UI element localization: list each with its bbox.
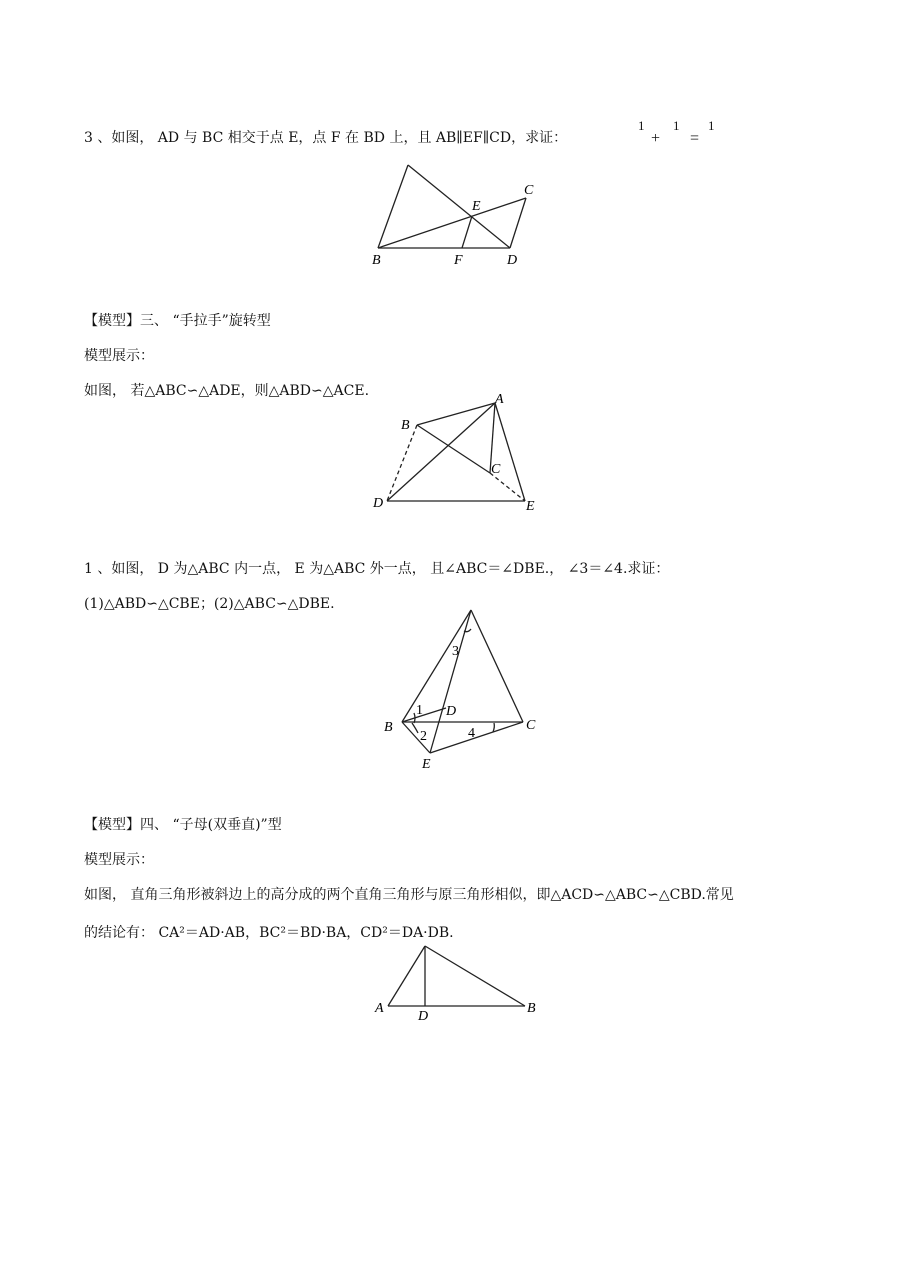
label-B: B: [527, 1001, 536, 1016]
label-E: E: [526, 499, 535, 514]
segment-CD: [510, 198, 526, 248]
problem1-line2: (1)△ABD∽△CBE；(2)△ABC∽△DBE.: [84, 596, 335, 612]
segment-AC: [471, 610, 523, 722]
label-A: A: [375, 1001, 384, 1016]
formula-numerator-2: 1: [673, 118, 680, 133]
segment-BC: [425, 946, 525, 1006]
problem3-text: 3 、如图， AD 与 BC 相交于点 E，点 F 在 BD 上，且 AB∥EF∥CD，求证：: [84, 130, 568, 146]
formula-numerator-1: 1: [638, 118, 645, 133]
label-angle-4: 4: [468, 726, 475, 741]
label-D: D: [507, 253, 518, 268]
segment-AB: [402, 610, 471, 722]
segment-EF: [462, 216, 472, 248]
segment-BC: [417, 425, 490, 473]
figure-model4: [370, 940, 545, 1025]
model3-heading: 【模型】三、 “手拉手”旋转型: [84, 313, 271, 329]
formula-equals: =: [690, 130, 700, 147]
label-angle-3: 3: [452, 644, 459, 659]
segment-AD: [408, 165, 510, 248]
label-angle-1: 1: [416, 703, 423, 718]
formula-numerator-3: 1: [708, 118, 715, 133]
segment-BD-dashed: [387, 425, 417, 501]
angle-mark-2: [412, 723, 418, 733]
problem1-line1: 1 、如图， D 为△ABC 内一点， E 为△ABC 外一点， 且∠ABC＝∠DBE.， ∠3＝∠4.求证：: [84, 561, 670, 577]
figure-problem3: [360, 160, 560, 270]
label-B: B: [384, 720, 393, 735]
label-C: C: [524, 183, 534, 198]
figure-problem1: [378, 605, 548, 775]
label-F: F: [454, 253, 463, 268]
label-D: D: [373, 496, 384, 511]
model4-heading: 【模型】四、 “子母(双垂直)”型: [84, 817, 282, 833]
segment-AC: [388, 946, 425, 1006]
label-D: D: [418, 1009, 429, 1024]
segment-BC: [378, 198, 526, 248]
label-E: E: [422, 757, 431, 772]
label-D: D: [446, 704, 457, 719]
label-C: C: [491, 462, 501, 477]
label-A: A: [495, 393, 504, 407]
label-B: B: [372, 253, 381, 268]
label-angle-2: 2: [420, 729, 427, 744]
label-C: C: [526, 718, 536, 733]
label-E: E: [472, 199, 481, 214]
segment-AE: [495, 403, 525, 501]
segment-CE: [430, 722, 523, 753]
angle-mark-4: [493, 723, 494, 732]
label-B: B: [401, 418, 410, 433]
segment-AB: [378, 165, 408, 248]
formula-plus: +: [651, 130, 661, 147]
model3-show: 模型展示：: [84, 348, 154, 364]
segment-CE-dashed: [490, 473, 525, 501]
model4-desc1: 如图， 直角三角形被斜边上的高分成的两个直角三角形与原三角形相似，即△ACD∽△ABC∽△CBD.常见: [84, 887, 734, 903]
model3-desc: 如图， 若△ABC∽△ADE，则△ABD∽△ACE.: [84, 383, 370, 399]
figure-model3: [365, 393, 545, 518]
model4-desc2: 的结论有： CA²＝AD·AB，BC²＝BD·BA，CD²＝DA·DB.: [84, 925, 454, 941]
model4-show: 模型展示：: [84, 852, 154, 868]
